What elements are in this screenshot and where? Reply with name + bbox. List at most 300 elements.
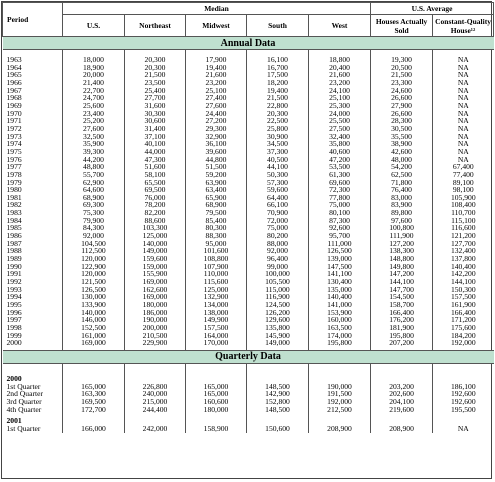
annual-west-cell: 21,600 [329, 70, 350, 80]
annual-period-cell: 1964 [6, 62, 22, 72]
annual-period-cell: 1975 [6, 146, 22, 156]
quarterly-midwest-cell: 158,900 [203, 424, 229, 434]
annual-constant-quality-cell: 105,900 [450, 192, 476, 202]
annual-us-cell: 25,200 [83, 116, 104, 126]
annual-west-cell: 75,000 [329, 200, 350, 210]
annual-us-cell: 121,500 [81, 277, 106, 287]
annual-south-cell: 116,900 [265, 292, 290, 302]
annual-constant-quality-cell: 137,800 [450, 254, 476, 264]
quarterly-northeast-column [125, 363, 186, 432]
annual-us-cell: 146,000 [81, 315, 106, 325]
annual-houses-sold-cell: 158,700 [389, 300, 414, 309]
quarterly-south-cell: 150,600 [265, 424, 290, 434]
annual-data-block [3, 50, 494, 351]
annual-us-cell: 169,000 [81, 338, 106, 348]
annual-south-cell: 96,400 [267, 254, 288, 264]
annual-south-cell: 40,500 [267, 154, 288, 164]
col-header-west: West [309, 15, 371, 37]
annual-midwest-cell: 63,900 [205, 177, 227, 187]
annual-south-cell: 17,500 [267, 70, 288, 80]
annual-northeast-cell: 20,300 [144, 62, 166, 72]
annual-south-column [247, 50, 309, 351]
quarterly-south-column [247, 363, 309, 432]
annual-us-cell: 44,200 [83, 154, 104, 164]
annual-us-cell: 25,600 [83, 100, 104, 110]
annual-houses-sold-cell: 42,600 [391, 146, 412, 156]
annual-south-cell: 37,300 [267, 146, 288, 156]
annual-northeast-cell: 27,700 [144, 93, 166, 103]
annual-midwest-cell: 95,000 [205, 238, 227, 248]
annual-period-cell: 2000 [6, 338, 22, 348]
annual-houses-sold-cell: 24,600 [391, 85, 412, 95]
annual-constant-quality-cell: 121,200 [450, 231, 476, 241]
annual-south-cell: 80,200 [267, 231, 288, 241]
annual-houses-sold-cell: 147,700 [389, 284, 414, 294]
annual-northeast-cell: 162,600 [142, 284, 168, 294]
annual-south-cell: 16,700 [267, 62, 288, 72]
annual-period-cell: 1978 [6, 169, 22, 179]
annual-midwest-cell: 107,900 [203, 261, 229, 271]
annual-houses-sold-cell: 23,300 [391, 77, 412, 87]
annual-houses-sold-cell: 71,800 [391, 177, 412, 187]
annual-midwest-cell: 27,400 [205, 93, 227, 103]
annual-constant-quality-cell: 140,400 [450, 261, 476, 271]
annual-south-cell: 105,500 [265, 277, 290, 287]
annual-houses-sold-cell: 26,600 [391, 93, 412, 103]
annual-period-cell: 1972 [6, 123, 22, 133]
col-header-midwest: Midwest [186, 15, 247, 37]
annual-us-cell: 140,000 [81, 307, 106, 317]
annual-northeast-cell: 190,000 [142, 315, 168, 325]
annual-us-cell: 126,500 [81, 284, 106, 294]
annual-us-cell: 55,700 [83, 169, 104, 179]
annual-houses-sold-cell: 76,400 [391, 185, 412, 195]
annual-northeast-cell: 125,000 [142, 231, 168, 241]
annual-period-cell: 1999 [6, 330, 22, 340]
annual-west-cell: 92,600 [329, 223, 350, 233]
annual-period-cell: 1970 [6, 108, 22, 118]
annual-south-cell: 22,500 [267, 116, 288, 126]
annual-houses-sold-cell: 148,800 [389, 254, 414, 264]
annual-midwest-cell: 27,200 [205, 116, 227, 126]
annual-us-cell: 22,700 [83, 85, 104, 95]
annual-northeast-cell: 31,600 [144, 100, 166, 110]
annual-period-cell: 1969 [6, 100, 22, 110]
annual-west-column [309, 50, 371, 351]
quarterly-northeast-cell: 242,000 [142, 424, 168, 434]
annual-houses-sold-cell: 83,900 [391, 200, 412, 210]
annual-period-cell: 1971 [6, 116, 22, 126]
annual-northeast-cell: 76,000 [144, 192, 166, 202]
annual-us-cell: 120,000 [81, 269, 106, 279]
annual-period-cell: 1989 [6, 254, 22, 264]
annual-midwest-cell: 115,600 [203, 277, 229, 287]
annual-houses-sold-cell: 144,100 [389, 277, 414, 287]
quarterly-us-cell: 169,500 [81, 397, 106, 407]
annual-south-cell: 149,000 [265, 338, 290, 348]
annual-constant-quality-cell: 108,400 [450, 200, 476, 210]
annual-west-cell: 141,000 [327, 300, 352, 309]
annual-houses-sold-column [371, 50, 433, 351]
quarterly-south-cell: 142,900 [265, 389, 290, 399]
annual-us-cell: 27,600 [83, 123, 104, 133]
annual-south-cell: 57,300 [267, 177, 288, 187]
annual-period-cell: 1968 [6, 93, 22, 103]
annual-midwest-cell: 80,300 [205, 223, 227, 233]
annual-south-cell: 66,100 [267, 200, 288, 210]
annual-midwest-cell: 138,000 [203, 307, 229, 317]
quarterly-houses-sold-cell: 202,600 [389, 389, 414, 399]
annual-midwest-cell: 85,400 [205, 215, 227, 225]
annual-houses-sold-cell: 26,600 [391, 108, 412, 118]
annual-south-cell: 34,500 [267, 139, 288, 149]
annual-west-cell: 139,000 [327, 254, 352, 264]
annual-south-cell: 64,400 [267, 192, 288, 202]
annual-constant-quality-cell: 132,400 [450, 246, 476, 256]
annual-midwest-cell: 134,000 [203, 300, 229, 309]
annual-houses-sold-cell: 30,500 [391, 123, 412, 133]
annual-period-cell: 1984 [6, 215, 22, 225]
annual-houses-sold-cell: 35,500 [391, 131, 412, 141]
annual-northeast-cell: 58,100 [144, 169, 166, 179]
annual-south-cell: 129,600 [265, 315, 290, 325]
quarterly-us-cell: 172,700 [81, 404, 106, 414]
annual-us-cell: 35,900 [83, 139, 104, 149]
annual-northeast-cell: 186,000 [142, 307, 168, 317]
quarterly-northeast-cell: 226,800 [142, 381, 168, 391]
annual-northeast-cell: 20,300 [144, 55, 166, 64]
annual-us-cell: 130,000 [81, 292, 106, 302]
annual-houses-sold-cell: 20,500 [391, 62, 412, 72]
annual-constant-quality-cell: NA [457, 93, 469, 103]
annual-northeast-cell: 180,000 [142, 300, 168, 309]
annual-west-cell: 111,000 [327, 238, 352, 248]
annual-constant-quality-column [433, 50, 494, 351]
annual-houses-sold-cell: 97,600 [391, 215, 412, 225]
quarterly-midwest-cell: 160,600 [203, 397, 229, 407]
annual-northeast-cell: 169,000 [142, 292, 168, 302]
annual-constant-quality-cell: 157,500 [450, 292, 476, 302]
annual-houses-sold-cell: 89,800 [391, 208, 412, 218]
annual-south-cell: 25,800 [267, 123, 288, 133]
annual-constant-quality-cell: NA [457, 131, 469, 141]
annual-houses-sold-cell: 28,300 [391, 116, 412, 126]
quarterly-period-cell: 3rd Quarter [6, 397, 42, 407]
annual-west-cell: 153,900 [327, 307, 352, 317]
annual-us-cell: 23,400 [83, 108, 104, 118]
annual-period-cell: 1980 [6, 185, 22, 195]
annual-period-cell: 1983 [6, 208, 22, 218]
annual-west-cell: 20,400 [329, 62, 350, 72]
annual-south-cell: 20,300 [267, 108, 288, 118]
quarterly-houses-sold-cell: 208,900 [389, 424, 414, 434]
annual-constant-quality-cell: 127,700 [450, 238, 476, 248]
annual-northeast-cell: 88,600 [144, 215, 166, 225]
annual-us-cell: 18,900 [83, 62, 104, 72]
annual-period-cell: 1963 [6, 55, 22, 64]
annual-south-cell: 126,200 [265, 307, 290, 317]
annual-constant-quality-cell: NA [457, 154, 469, 164]
annual-west-cell: 77,800 [329, 192, 350, 202]
annual-us-cell: 20,000 [83, 70, 104, 80]
annual-south-cell: 99,000 [267, 261, 288, 271]
annual-midwest-cell: 29,300 [205, 123, 227, 133]
annual-midwest-cell: 39,600 [205, 146, 227, 156]
annual-northeast-cell: 159,000 [142, 261, 168, 271]
annual-northeast-cell: 30,600 [144, 116, 166, 126]
quarterly-data-banner: Quarterly Data [3, 350, 494, 363]
annual-northeast-cell: 44,000 [144, 146, 166, 156]
annual-west-cell: 69,600 [329, 177, 350, 187]
annual-us-cell: 133,900 [81, 300, 106, 309]
annual-period-cell: 1967 [6, 85, 22, 95]
annual-us-cell: 161,000 [81, 330, 106, 340]
annual-us-cell: 152,500 [81, 322, 106, 332]
quarterly-houses-sold-cell: 219,600 [389, 404, 414, 414]
annual-south-cell: 59,600 [267, 185, 288, 195]
annual-period-cell: 1976 [6, 154, 22, 164]
annual-south-cell: 124,500 [265, 300, 290, 309]
annual-northeast-cell: 25,400 [144, 85, 166, 95]
quarterly-constant-quality-cell: NA [457, 424, 469, 434]
annual-west-cell: 61,300 [329, 169, 350, 179]
annual-northeast-cell: 159,600 [142, 254, 168, 264]
annual-constant-quality-cell: NA [457, 70, 469, 80]
quarterly-year-label: 2001 [6, 416, 22, 426]
annual-period-cell: 1977 [6, 162, 22, 172]
annual-houses-sold-cell: 147,200 [389, 269, 414, 279]
annual-west-cell: 147,500 [327, 261, 352, 271]
quarterly-west-column [309, 363, 371, 432]
annual-midwest-cell: 164,000 [203, 330, 229, 340]
annual-houses-sold-cell: 100,800 [389, 223, 414, 233]
annual-midwest-cell: 132,900 [203, 292, 229, 302]
annual-constant-quality-cell: NA [457, 55, 469, 64]
quarterly-west-cell: 191,500 [327, 389, 352, 399]
quarterly-houses-sold-column [371, 363, 433, 432]
annual-south-cell: 100,000 [265, 269, 290, 279]
annual-west-cell: 130,400 [327, 277, 352, 287]
annual-northeast-cell: 200,000 [142, 322, 168, 332]
annual-midwest-cell: 68,900 [205, 200, 227, 210]
annual-constant-quality-cell: 184,200 [450, 330, 476, 340]
annual-midwest-cell: 32,900 [205, 131, 227, 141]
annual-west-cell: 95,700 [329, 231, 350, 241]
annual-data-banner: Annual Data [3, 37, 494, 50]
annual-midwest-cell: 79,500 [205, 208, 227, 218]
annual-northeast-cell: 31,400 [144, 123, 166, 133]
annual-houses-sold-cell: 111,900 [389, 231, 414, 241]
col-header-constant-quality: Constant-Quality House¹² [433, 15, 494, 37]
annual-period-cell: 1981 [6, 192, 22, 202]
annual-northeast-cell: 78,200 [144, 200, 166, 210]
annual-south-cell: 115,000 [265, 284, 290, 294]
annual-south-cell: 70,900 [267, 208, 288, 218]
annual-period-cell: 1990 [6, 261, 22, 271]
quarterly-year-label: 2000 [6, 373, 22, 383]
annual-us-cell: 84,300 [83, 223, 104, 233]
us-average-header: U.S. Average [371, 3, 494, 15]
annual-midwest-cell: 88,300 [205, 231, 227, 241]
annual-midwest-cell: 24,400 [205, 108, 227, 118]
annual-period-cell: 1996 [6, 307, 22, 317]
annual-houses-sold-cell: 176,200 [389, 315, 414, 325]
quarterly-south-cell: 148,500 [265, 381, 290, 391]
annual-houses-sold-cell: 149,800 [389, 261, 414, 271]
annual-us-cell: 112,500 [81, 246, 106, 256]
annual-constant-quality-cell: 110,700 [451, 208, 476, 218]
annual-northeast-cell: 103,300 [142, 223, 168, 233]
annual-period-cell: 1987 [6, 238, 22, 248]
annual-constant-quality-cell: NA [457, 146, 469, 156]
annual-houses-sold-cell: 138,300 [389, 246, 414, 256]
annual-period-cell: 1992 [6, 277, 22, 287]
annual-constant-quality-cell: 161,900 [450, 300, 476, 309]
annual-west-cell: 25,500 [329, 116, 350, 126]
annual-west-cell: 27,500 [329, 123, 350, 133]
annual-south-cell: 145,900 [265, 330, 290, 340]
quarterly-houses-sold-cell: 204,100 [389, 397, 414, 407]
quarterly-northeast-cell: 244,400 [142, 404, 168, 414]
quarterly-west-cell: 192,000 [327, 397, 352, 407]
annual-midwest-cell: 65,900 [205, 192, 227, 202]
annual-houses-sold-cell: 166,400 [389, 307, 414, 317]
annual-south-cell: 18,200 [267, 77, 288, 87]
annual-constant-quality-cell: 98,100 [452, 185, 474, 195]
quarterly-houses-sold-cell: 203,200 [389, 381, 414, 391]
quarterly-us-cell: 163,300 [81, 389, 106, 399]
annual-constant-quality-cell: 77,400 [452, 169, 474, 179]
annual-midwest-cell: 51,500 [205, 162, 227, 172]
quarterly-us-cell: 166,000 [81, 424, 106, 434]
annual-period-column [3, 50, 63, 351]
quarterly-period-cell: 1st Quarter [6, 381, 41, 391]
annual-houses-sold-cell: 181,900 [389, 322, 414, 332]
annual-period-cell: 1974 [6, 139, 22, 149]
annual-constant-quality-cell: 142,200 [450, 269, 476, 279]
annual-period-cell: 1985 [6, 223, 22, 233]
annual-south-cell: 135,800 [265, 322, 290, 332]
annual-south-cell: 22,800 [267, 100, 288, 110]
annual-northeast-cell: 65,500 [144, 177, 166, 187]
quarterly-west-cell: 190,000 [327, 381, 352, 391]
annual-west-cell: 24,000 [329, 108, 350, 118]
quarterly-constant-quality-column [433, 363, 494, 432]
annual-constant-quality-cell: NA [457, 62, 469, 72]
annual-period-cell: 1966 [6, 77, 22, 87]
annual-midwest-cell: 36,100 [205, 139, 227, 149]
annual-northeast-cell: 155,900 [142, 269, 168, 279]
annual-us-cell: 32,500 [83, 131, 104, 141]
annual-period-cell: 1986 [6, 231, 22, 241]
annual-constant-quality-cell: NA [457, 116, 469, 126]
annual-period-cell: 1988 [6, 246, 22, 256]
annual-constant-quality-cell: 144,100 [450, 277, 476, 287]
annual-west-cell: 24,100 [329, 85, 350, 95]
annual-west-cell: 135,000 [327, 284, 352, 294]
annual-constant-quality-cell: 67,400 [452, 162, 474, 172]
annual-northeast-cell: 51,600 [144, 162, 166, 172]
annual-midwest-cell: 170,000 [203, 338, 229, 348]
quarterly-west-cell: 212,500 [327, 404, 352, 414]
annual-west-cell: 87,300 [329, 215, 350, 225]
annual-west-cell: 140,400 [327, 292, 352, 302]
quarterly-us-column [63, 363, 125, 432]
annual-constant-quality-cell: NA [457, 123, 469, 133]
annual-northeast-cell: 47,300 [144, 154, 166, 164]
annual-houses-sold-cell: 195,800 [389, 330, 414, 340]
annual-south-cell: 44,100 [267, 162, 288, 172]
annual-northeast-cell: 40,100 [144, 139, 166, 149]
annual-west-cell: 195,800 [327, 338, 352, 348]
annual-period-cell: 1965 [6, 70, 22, 80]
annual-south-cell: 92,000 [267, 246, 288, 256]
annual-period-cell: 1982 [6, 200, 22, 210]
quarterly-midwest-cell: 180,000 [203, 404, 229, 414]
annual-us-cell: 64,600 [83, 185, 104, 195]
quarterly-period-cell: 1st Quarter [6, 424, 41, 434]
annual-houses-sold-cell: 48,000 [391, 154, 412, 164]
quarterly-us-cell: 165,000 [81, 381, 106, 391]
annual-west-cell: 160,000 [327, 315, 352, 325]
annual-us-cell: 92,000 [83, 231, 104, 241]
annual-constant-quality-cell: 171,200 [450, 315, 476, 325]
annual-south-cell: 21,500 [267, 93, 288, 103]
annual-midwest-cell: 17,900 [205, 55, 227, 64]
col-header-south: South [247, 15, 309, 37]
housing-price-table-container [1, 1, 492, 479]
annual-constant-quality-cell: NA [457, 77, 469, 87]
annual-midwest-cell: 149,900 [203, 315, 229, 325]
annual-period-cell: 1973 [6, 131, 22, 141]
quarterly-midwest-cell: 165,000 [203, 389, 229, 399]
annual-midwest-cell: 23,200 [205, 77, 227, 87]
annual-us-cell: 68,900 [83, 192, 104, 202]
annual-us-cell: 18,000 [83, 55, 104, 64]
annual-west-cell: 32,400 [329, 131, 350, 141]
annual-midwest-cell: 157,500 [203, 322, 229, 332]
annual-northeast-cell: 69,500 [144, 185, 166, 195]
annual-us-cell: 79,900 [83, 215, 104, 225]
annual-period-cell: 1997 [6, 315, 22, 325]
annual-constant-quality-cell: NA [457, 85, 469, 95]
annual-houses-sold-cell: 154,500 [389, 292, 414, 302]
quarterly-midwest-column [186, 363, 247, 432]
quarterly-period-cell: 4th Quarter [6, 404, 42, 414]
annual-houses-sold-cell: 38,900 [391, 139, 412, 149]
annual-south-cell: 16,100 [267, 55, 288, 64]
annual-period-cell: 1993 [6, 284, 22, 294]
annual-houses-sold-cell: 127,200 [389, 238, 414, 248]
annual-midwest-cell: 110,000 [203, 269, 229, 279]
quarterly-constant-quality-cell: 192,600 [450, 397, 476, 407]
annual-period-cell: 1995 [6, 300, 22, 309]
annual-west-cell: 141,100 [327, 269, 352, 279]
annual-midwest-cell: 125,000 [203, 284, 229, 294]
annual-south-cell: 30,900 [267, 131, 288, 141]
quarterly-west-cell: 208,900 [327, 424, 352, 434]
annual-midwest-cell: 108,800 [203, 254, 229, 264]
annual-us-cell: 48,800 [83, 162, 104, 172]
annual-us-cell: 62,900 [83, 177, 104, 187]
annual-constant-quality-cell: 150,300 [450, 284, 476, 294]
col-header-northeast: Northeast [125, 15, 186, 37]
annual-west-cell: 23,200 [329, 77, 350, 87]
quarterly-constant-quality-cell: 192,600 [450, 389, 476, 399]
annual-constant-quality-cell: NA [457, 108, 469, 118]
annual-constant-quality-cell: 115,100 [451, 215, 476, 225]
annual-west-cell: 18,800 [329, 55, 350, 64]
